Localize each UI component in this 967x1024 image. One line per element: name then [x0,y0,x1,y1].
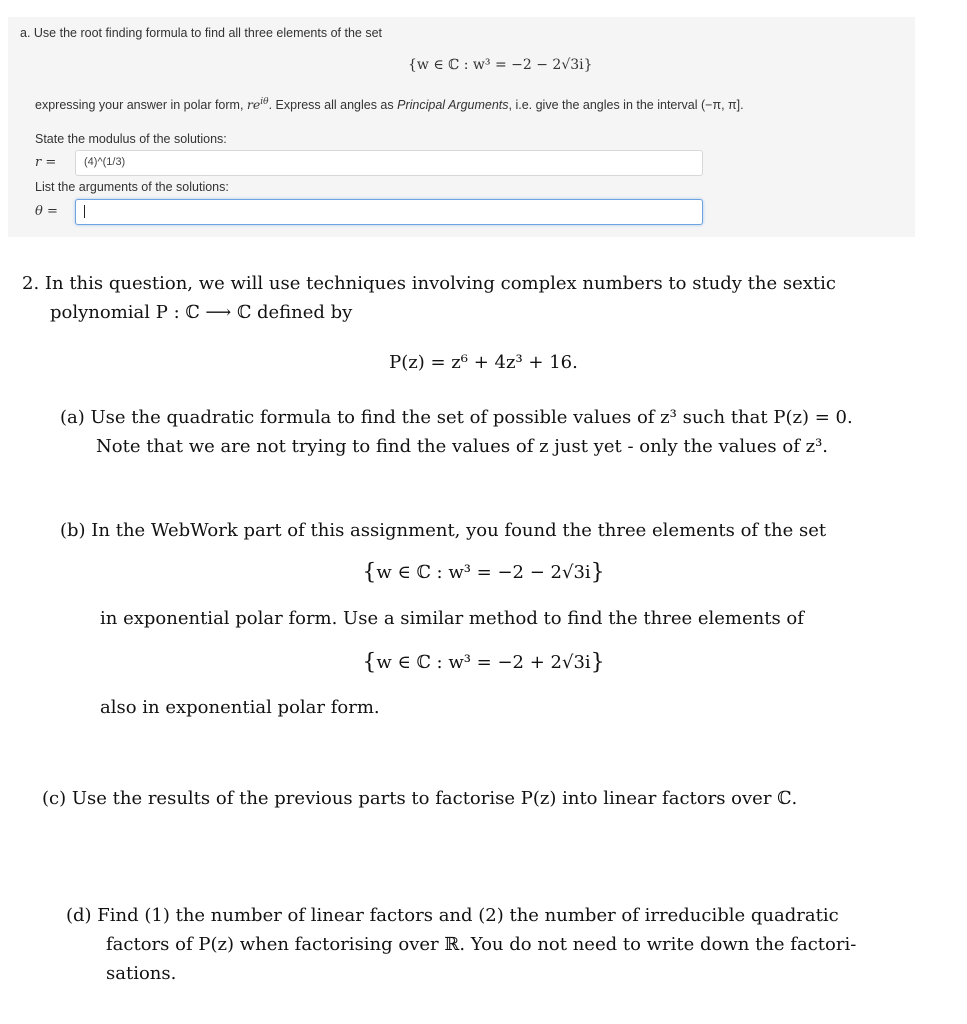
part-b-set1: {w ∈ ℂ : w³ = −2 − 2√3i} [362,560,605,585]
arguments-input[interactable] [75,199,703,225]
part-b-line3: also in exponential polar form. [100,697,380,718]
polynomial-definition: P(z) = z⁶ + 4z³ + 16. [389,352,578,373]
set-expression: {w ∈ ℂ : w³ = −2 − 2√3i} [408,57,593,73]
modulus-input[interactable]: (4)^(1/3) [75,150,703,176]
part-b-line1: (b) In the WebWork part of this assignment, you found the three elements of the set [60,520,827,541]
part-b-set1-text: w ∈ ℂ : w³ = −2 − 2√3i [376,562,591,583]
part-a-line1: (a) Use the quadratic formula to find the set of possible values of z³ such that P(z) = 0. [60,407,853,428]
part-d-line2: factors of P(z) when factorising over ℝ. You do not need to write down the factori- [106,934,857,955]
text-cursor [84,205,85,218]
part-c: (c) Use the results of the previous parts to factorise P(z) into linear factors over ℂ. [42,788,798,809]
part-b-set2: {w ∈ ℂ : w³ = −2 + 2√3i} [362,650,605,675]
part-a-line2: Note that we are not trying to find the values of z just yet - only the values of z³. [96,436,829,457]
polar-form: re [246,97,261,113]
instruction-end: , i.e. give the angles in the interval (−π, π]. [508,98,744,113]
instruction-mid: . Express all angles as [268,98,398,113]
modulus-label: r = [35,155,57,170]
part-d-line1: (d) Find (1) the number of linear factors and (2) the number of irreducible quadratic [66,905,839,926]
polar-exponent: iθ [260,97,269,107]
question-intro-line2: polynomial P : ℂ ⟶ ℂ defined by [50,302,353,323]
principal-arguments: Principal Arguments [397,98,509,113]
arguments-prompt: List the arguments of the solutions: [35,180,229,194]
instructions [35,97,744,112]
part-d-line3: sations. [106,963,177,984]
question-intro-line1: 2. In this question, we will use techniques involving complex numbers to study the sextic [22,273,836,294]
arguments-label: θ = [35,204,58,219]
modulus-prompt: State the modulus of the solutions: [35,132,227,146]
instruction-start: expressing your answer in polar form, [35,98,247,113]
part-b-set2-text: w ∈ ℂ : w³ = −2 + 2√3i [376,652,591,673]
question-prompt: a. Use the root finding formula to find all three elements of the set [20,26,383,40]
part-b-line2: in exponential polar form. Use a similar method to find the three elements of [100,608,804,629]
webwork-panel [8,17,915,237]
